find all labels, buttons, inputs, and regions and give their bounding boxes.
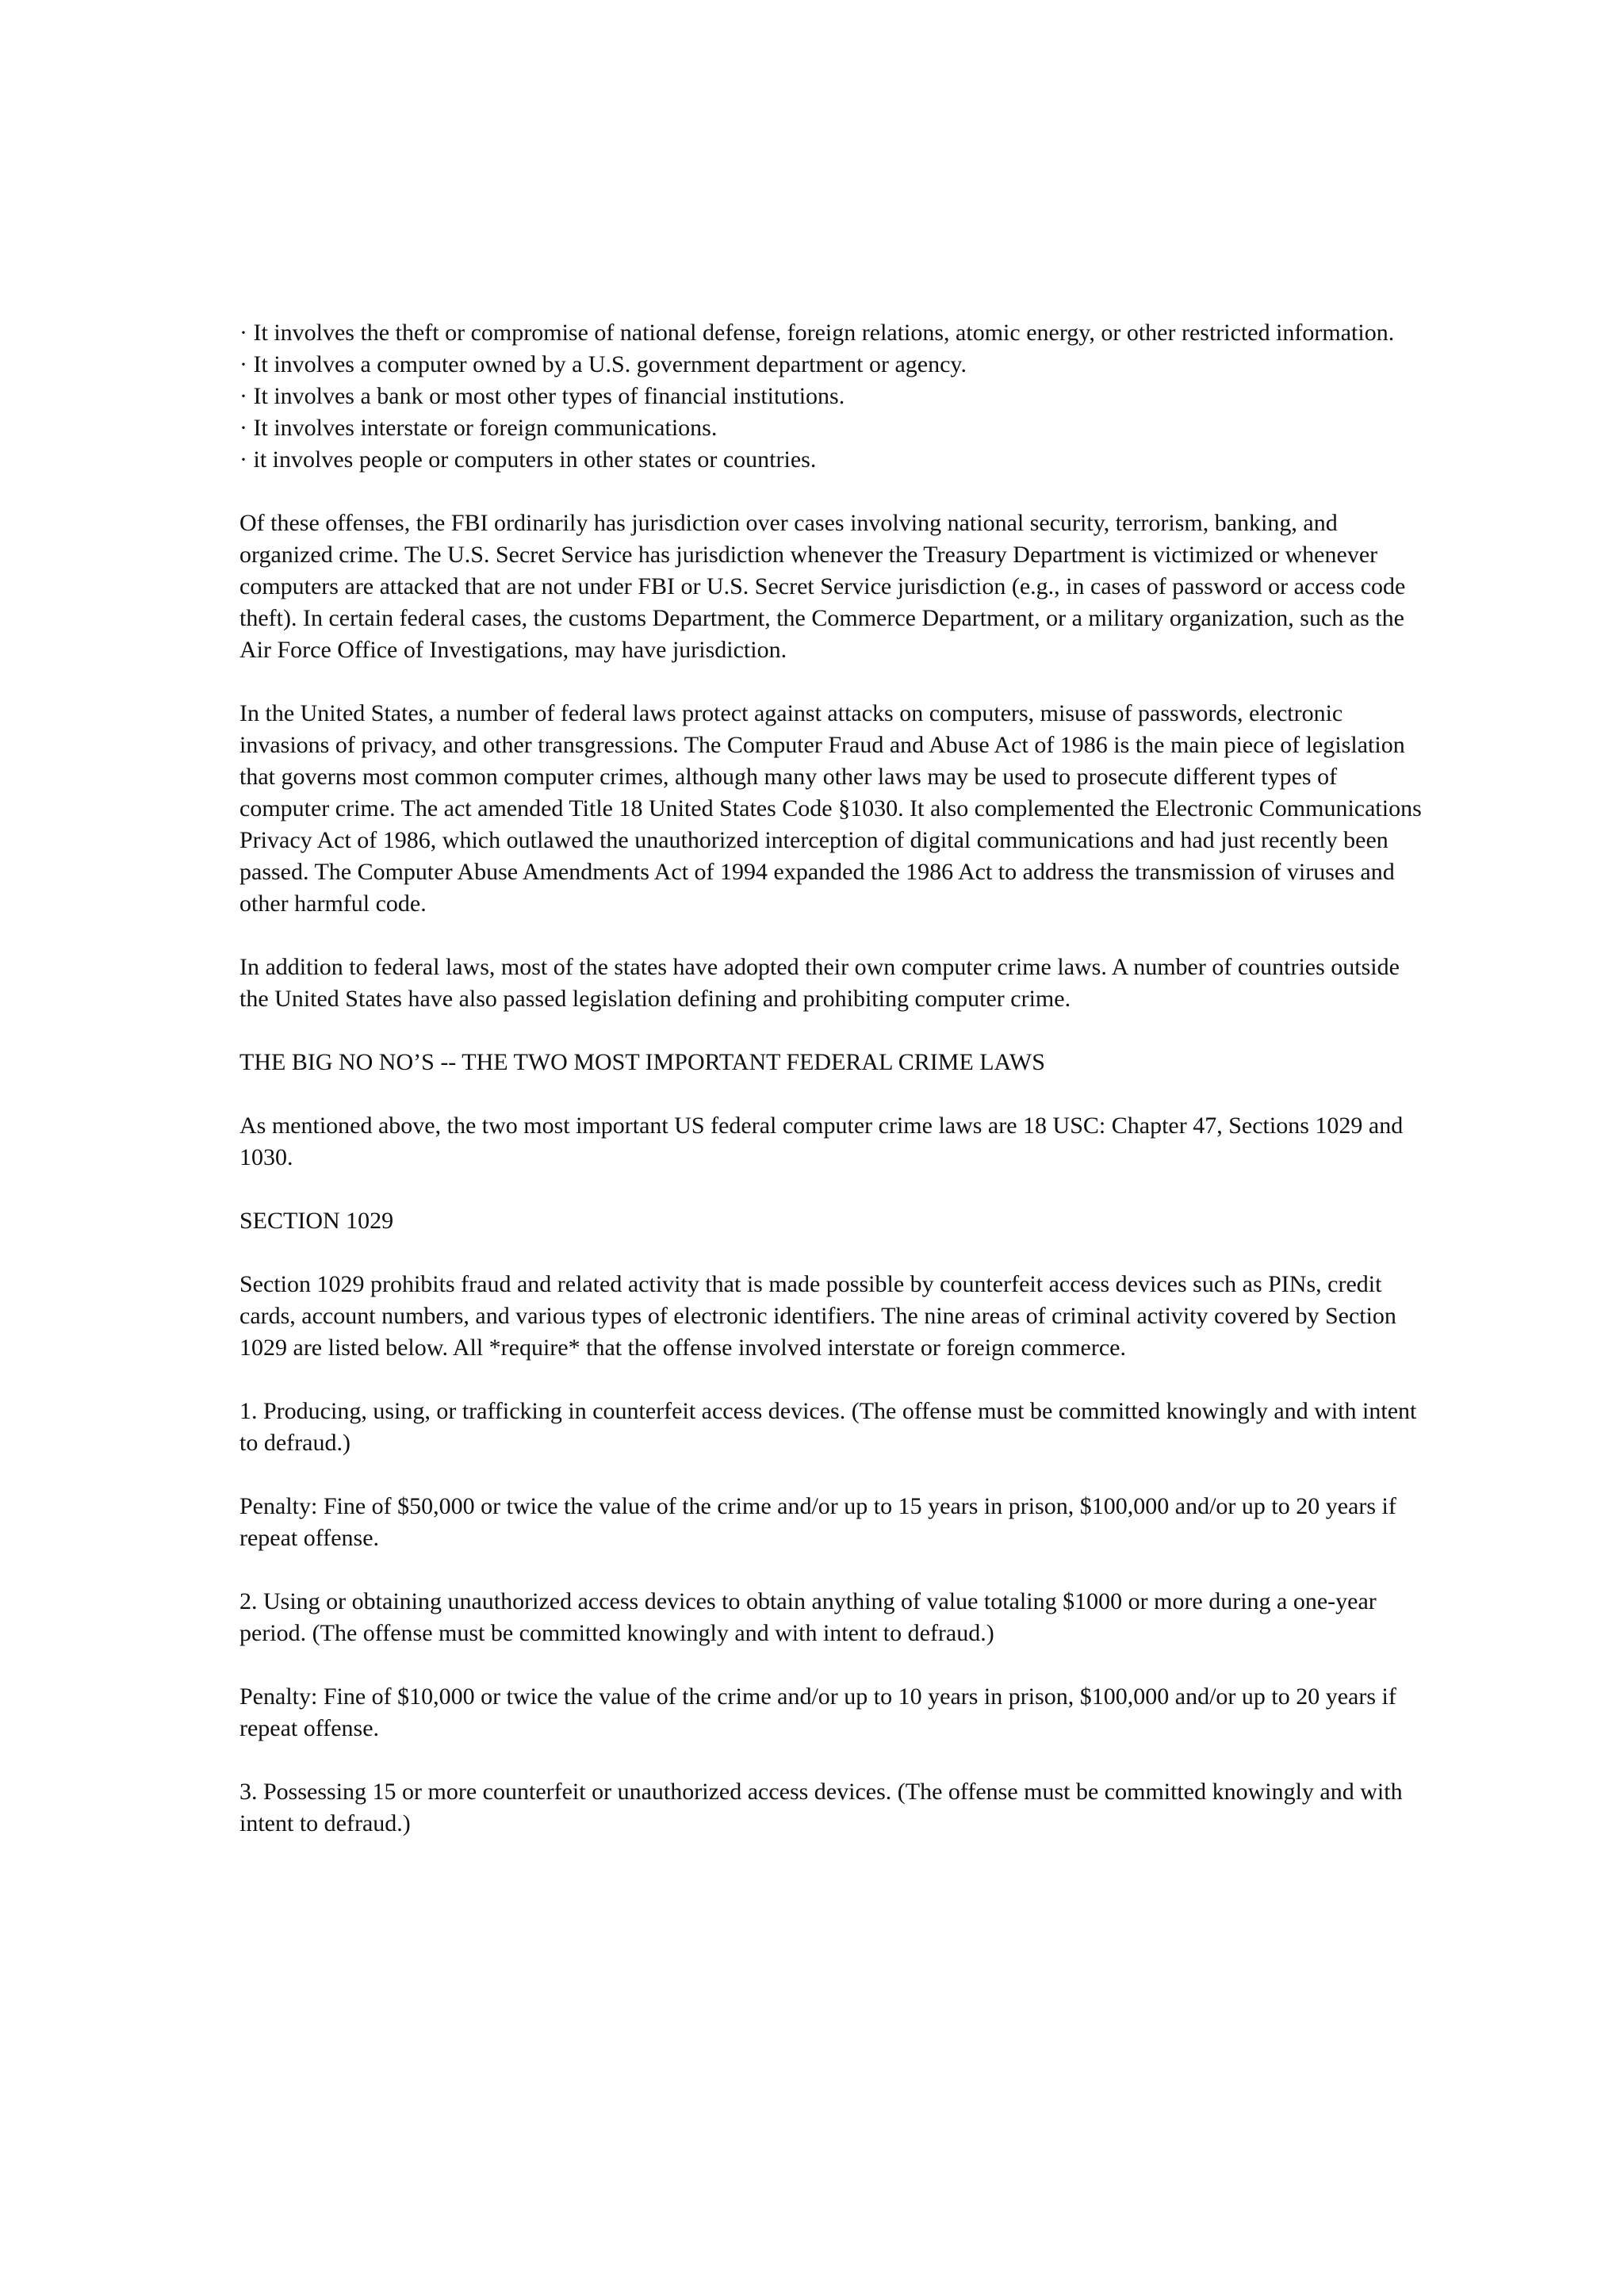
jurisdiction-criteria-list (239, 317, 1429, 476)
list-item: · It involves a computer owned by a U.S. government department or agency. (239, 351, 967, 377)
penalty-2: Penalty: Fine of $10,000 or twice the value of the crime and/or up to 10 years in prison, $100,000 and/or up to 20 years if repeat offense. (239, 1683, 1396, 1741)
section-1029-intro-paragraph: Section 1029 prohibits fraud and related activity that is made possible by counterfeit access devices such as PINs, credit cards, account numbers, and various types of electronic identifiers. The nine areas of criminal activity covered by Section 1029 are listed below. All *require* that the offense involved interstate or foreign commerce. (239, 1271, 1396, 1361)
section-1029-heading: SECTION 1029 (239, 1208, 394, 1234)
offense-item-1: 1. Producing, using, or trafficking in counterfeit access devices. (The offense must be committed knowingly and with intent to defraud.) (239, 1398, 1417, 1456)
list-item: · it involves people or computers in other states or countries. (239, 446, 817, 473)
list-item: · It involves the theft or compromise of national defense, foreign relations, atomic energy, or other restricted information. (239, 320, 1395, 346)
document-body (239, 317, 1429, 1871)
federal-laws-paragraph: In the United States, a number of federal laws protect against attacks on computers, misuse of passwords, electronic invasions of privacy, and other transgressions. The Computer Fraud and Abuse Act of 1986 is the main piece of legislation that governs most common computer crimes, although many other laws may be used to prosecute different types of computer crime. The act amended Title 18 United States Code §1030. It also complemented the Electronic Communications Privacy Act of 1986, which outlawed the unauthorized interception of digital communications and had just recently been passed. The Computer Abuse Amendments Act of 1994 expanded the 1986 Act to address the transmission of viruses and other harmful code. (239, 700, 1422, 917)
offense-item-2: 2. Using or obtaining unauthorized access devices to obtain anything of value totaling $1000 or more during a one-year period. (The offense must be committed knowingly and with intent to defraud.) (239, 1588, 1377, 1646)
penalty-1: Penalty: Fine of $50,000 or twice the value of the crime and/or up to 15 years in prison, $100,000 and/or up to 20 years if repeat offense. (239, 1493, 1396, 1551)
state-laws-paragraph: In addition to federal laws, most of the states have adopted their own computer crime laws. A number of countries outside the United States have also passed legislation defining and prohibiting computer crime. (239, 954, 1400, 1012)
list-item: · It involves a bank or most other types of financial institutions. (239, 383, 845, 409)
two-laws-paragraph: As mentioned above, the two most important US federal computer crime laws are 18 USC: Chapter 47, Sections 1029 and 1030. (239, 1113, 1404, 1170)
list-item: · It involves interstate or foreign communications. (239, 415, 718, 441)
big-no-nos-heading: THE BIG NO NO’S -- THE TWO MOST IMPORTANT FEDERAL CRIME LAWS (239, 1049, 1045, 1075)
offense-item-3: 3. Possessing 15 or more counterfeit or unauthorized access devices. (The offense must be committed knowingly and with intent to defraud.) (239, 1779, 1403, 1836)
fbi-jurisdiction-paragraph: Of these offenses, the FBI ordinarily has jurisdiction over cases involving national security, terrorism, banking, and organized crime. The U.S. Secret Service has jurisdiction whenever the Treasury Department is victimized or whenever computers are attacked that are not under FBI or U.S. Secret Service jurisdiction (e.g., in cases of password or access code theft). In certain federal cases, the customs Department, the Commerce Department, or a military organization, such as the Air Force Office of Investigations, may have jurisdiction. (239, 510, 1406, 663)
